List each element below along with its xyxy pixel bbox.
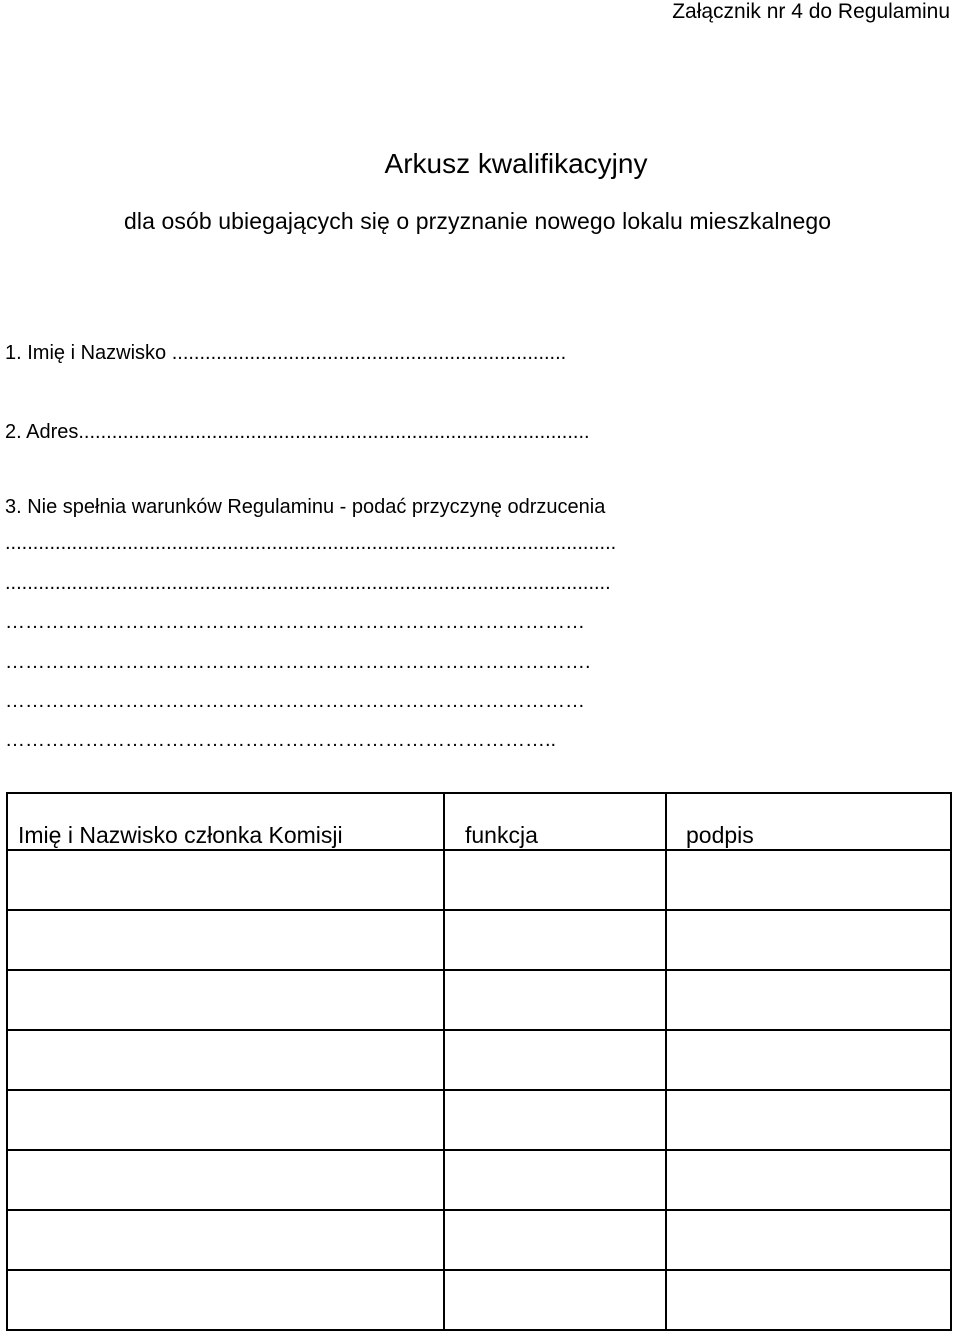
table-row	[7, 1210, 951, 1270]
dotted-line: ..............................................................................................................	[5, 532, 617, 554]
cell-member-name	[7, 910, 444, 970]
field-address: 2. Adres............................................................................................	[5, 421, 590, 443]
table-row	[7, 850, 951, 910]
cell-signature	[666, 970, 951, 1030]
cell-member-name	[7, 850, 444, 910]
field-rejection-reason: 3. Nie spełnia warunków Regulaminu - podać przyczynę odrzucenia	[5, 496, 606, 518]
cell-signature	[666, 1030, 951, 1090]
cell-signature	[666, 1270, 951, 1330]
cell-member-name	[7, 1150, 444, 1210]
cell-function	[444, 850, 666, 910]
cell-signature	[666, 850, 951, 910]
table-row	[7, 910, 951, 970]
dotted-line: ………………………………………………………………………..	[5, 729, 557, 751]
table-row	[7, 1150, 951, 1210]
cell-signature	[666, 1150, 951, 1210]
dotted-line: …………………………………………………………………………….	[5, 651, 591, 673]
dotted-line: .............................................................................................................	[5, 572, 611, 594]
header-signature: podpis	[666, 793, 951, 850]
cell-function	[444, 1030, 666, 1090]
table-header-row	[7, 793, 951, 850]
document-subtitle: dla osób ubiegających się o przyznanie nowego lokalu mieszkalnego	[124, 208, 832, 234]
table-row	[7, 970, 951, 1030]
cell-member-name	[7, 1270, 444, 1330]
cell-function	[444, 1090, 666, 1150]
cell-member-name	[7, 1030, 444, 1090]
cell-function	[444, 1210, 666, 1270]
cell-member-name	[7, 970, 444, 1030]
cell-member-name	[7, 1090, 444, 1150]
cell-function	[444, 1270, 666, 1330]
table-row	[7, 1270, 951, 1330]
document-header: Załącznik nr 4 do Regulaminu	[672, 0, 950, 23]
field-name: 1. Imię i Nazwisko .......................................................................	[5, 342, 567, 364]
cell-function	[444, 970, 666, 1030]
cell-function	[444, 910, 666, 970]
cell-signature	[666, 1090, 951, 1150]
cell-member-name	[7, 1210, 444, 1270]
dotted-line: ……………………………………………………………………………	[5, 690, 585, 712]
cell-signature	[666, 1210, 951, 1270]
document-title: Arkusz kwalifikacyjny	[384, 148, 648, 179]
table-row	[7, 1090, 951, 1150]
cell-function	[444, 1150, 666, 1210]
dotted-line: ……………………………………………………………………………	[5, 611, 585, 633]
table-row	[7, 1030, 951, 1090]
committee-table	[6, 792, 952, 1331]
header-function: funkcja	[444, 793, 666, 850]
header-member-name: Imię i Nazwisko członka Komisji	[7, 793, 444, 850]
cell-signature	[666, 910, 951, 970]
